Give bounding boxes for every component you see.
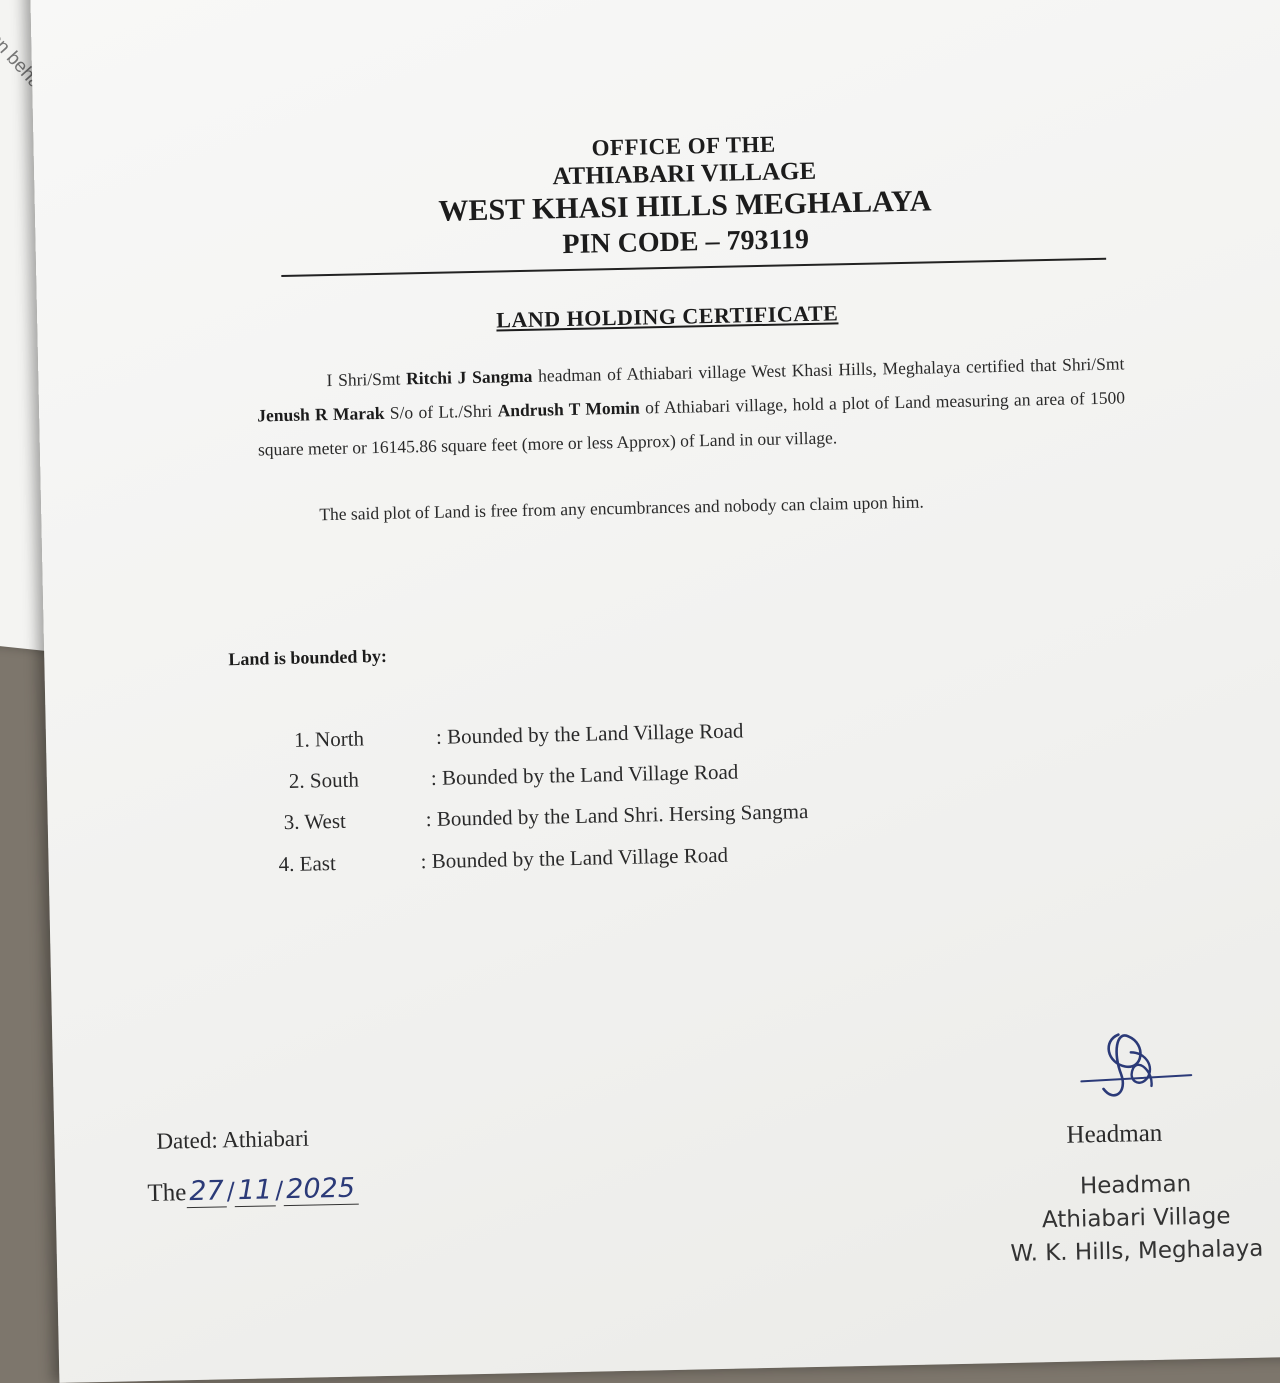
boundary-direction: 3. West: [283, 808, 347, 835]
date-day: 27: [189, 1175, 225, 1208]
holder-name: Jenush R Marak: [257, 402, 385, 426]
boundary-direction: 4. East: [278, 850, 337, 877]
body-text: S/o of Lt./Shri: [384, 400, 498, 423]
headman-name: Ritchi J Sangma: [405, 365, 533, 389]
certificate-sheet: [30, 0, 1280, 1383]
encumbrance-paragraph: The said plot of Land is free from any encumbrances and nobody can claim upon him.: [319, 491, 924, 525]
office-heading: OFFICE OF THE: [591, 131, 776, 161]
headman-signature: [1072, 1021, 1194, 1113]
date-month: 11: [237, 1174, 273, 1207]
boundary-direction: 1. North: [293, 726, 365, 752]
stamp-line: Headman: [1079, 1171, 1192, 1200]
body-text: of Athiabari village, hold a plot of Land measuring an area of 1500 square meter or 16145.86 square feet (more or less Approx) of Land in our village.: [257, 387, 1126, 460]
village-heading: ATHIABARI VILLAGE: [552, 157, 817, 191]
body-text: headman of Athiabari village West Khasi Hills, Meghalaya certified that Shri/Smt: [532, 353, 1125, 386]
stamp-line: W. K. Hills, Meghalaya: [1010, 1235, 1264, 1267]
background-text: on behalf: [0, 28, 53, 101]
date-year: 2025: [285, 1172, 356, 1206]
boundaries-heading: Land is bounded by:: [228, 645, 388, 670]
father-name: Andrush T Momin: [497, 397, 640, 421]
boundary-description: : Bounded by the Land Village Road: [435, 718, 744, 749]
signature-title: Headman: [1066, 1119, 1163, 1149]
boundary-description: : Bounded by the Land Shri. Hersing Sangma: [425, 799, 809, 832]
boundary-description: : Bounded by the Land Village Road: [420, 842, 729, 874]
date-label: The: [147, 1179, 187, 1207]
district-heading: WEST KHASI HILLS MEGHALAYA: [438, 184, 932, 228]
stamp-line: Athiabari Village: [1041, 1203, 1231, 1234]
certificate-title: LAND HOLDING CERTIFICATE: [495, 300, 839, 333]
certificate-body-paragraph: [256, 346, 1126, 466]
pin-code-heading: PIN CODE – 793119: [562, 223, 810, 261]
boundary-direction: 2. South: [288, 767, 360, 793]
certificate-date: The27/11/2025: [147, 1173, 358, 1209]
body-text: I Shri/Smt: [326, 368, 407, 391]
boundary-description: : Bounded by the Land Village Road: [430, 759, 739, 790]
dated-place: Dated: Athiabari: [156, 1125, 310, 1154]
